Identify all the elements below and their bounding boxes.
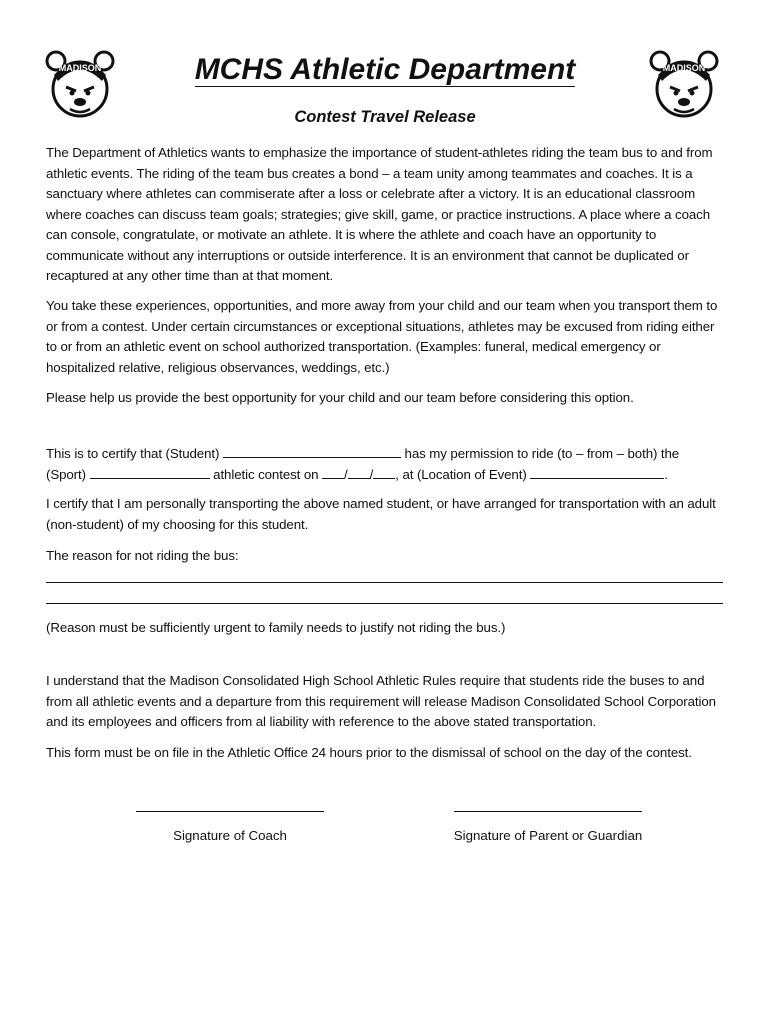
release-paragraph: I understand that the Madison Consolidated High School Athletic Rules require that students ride the buses to and from all athletic events and a departure from this requirement will release Madison Consolidated School Corporation and its employees and officers from al liability with reference to the above stated transportation. <box>46 673 716 729</box>
svg-text:MADISON: MADISON <box>662 63 706 73</box>
request-paragraph: Please help us provide the best opportunity for your child and our team before considering this option. <box>46 390 634 405</box>
coach-signature-label: Signature of Coach <box>173 828 287 843</box>
sport-field[interactable] <box>90 464 210 479</box>
page-title: MCHS Athletic Department <box>194 53 576 86</box>
parent-signature-line[interactable] <box>454 811 642 812</box>
location-field[interactable] <box>530 464 664 479</box>
reason-label: The reason for not riding the bus: <box>46 548 239 563</box>
certify-line-2: (Sport) athletic contest on / / , at (Location of Event) . <box>46 464 726 486</box>
parent-signature-label: Signature of Parent or Guardian <box>453 828 643 843</box>
permission-text: has my permission to ride (to – from – both) the <box>404 446 680 461</box>
deadline-paragraph: This form must be on file in the Athletic Office 24 hours prior to the dismissal of school on the day of the contest. <box>46 745 692 760</box>
date-day-field[interactable] <box>348 464 370 479</box>
transport-certify-paragraph: I certify that I am personally transporting the above named student, or have arranged for transportation with an adult (non-student) of my choosing for this student. <box>46 496 716 532</box>
student-label: This is to certify that (Student) <box>46 446 220 461</box>
transport-paragraph: You take these experiences, opportunities, and more away from your child and our team when you transport them to or from a contest. Under certain circumstances or exceptional situations, athletes may be excused from riding either to or from an athletic event on school authorized transportation. (Examples: funeral, medical emergency or hospitalized relative, religious observances, weddings, etc.) <box>46 298 718 375</box>
reason-note: (Reason must be sufficiently urgent to family needs to justify not riding the bus.) <box>46 620 506 635</box>
certify-line-1 <box>46 443 726 465</box>
svg-text:MADISON: MADISON <box>58 63 102 73</box>
date-year-field[interactable] <box>373 464 395 479</box>
form-subtitle: Contest Travel Release <box>294 108 476 126</box>
reason-line-2[interactable] <box>46 603 723 604</box>
sport-label: (Sport) <box>46 467 86 482</box>
intro-paragraph: The Department of Athletics wants to emphasize the importance of student-athletes riding the team bus to and from athletic events. The riding of the team bus creates a bond – a team unity among teammates and coaches. It is a sanctuary where athletes can commiserate after a loss or celebrate after a victory. It is an educational classroom where coaches can discuss team goals; strategies; give skill, game, or practice instructions. A place where a coach can console, congratulate, or motivate an athlete. It is where the athlete and coach have an opportunity to communicate without any interruptions or outside interference. It is an environment that cannot be duplicated or recaptured at any other time than at that moment. <box>46 145 713 283</box>
date-month-field[interactable] <box>322 464 344 479</box>
reason-line-1[interactable] <box>46 582 723 583</box>
coach-signature-line[interactable] <box>136 811 324 812</box>
contest-on-label: athletic contest on <box>213 467 319 482</box>
student-name-field[interactable] <box>223 443 401 458</box>
location-label: , at (Location of Event) <box>395 467 527 482</box>
